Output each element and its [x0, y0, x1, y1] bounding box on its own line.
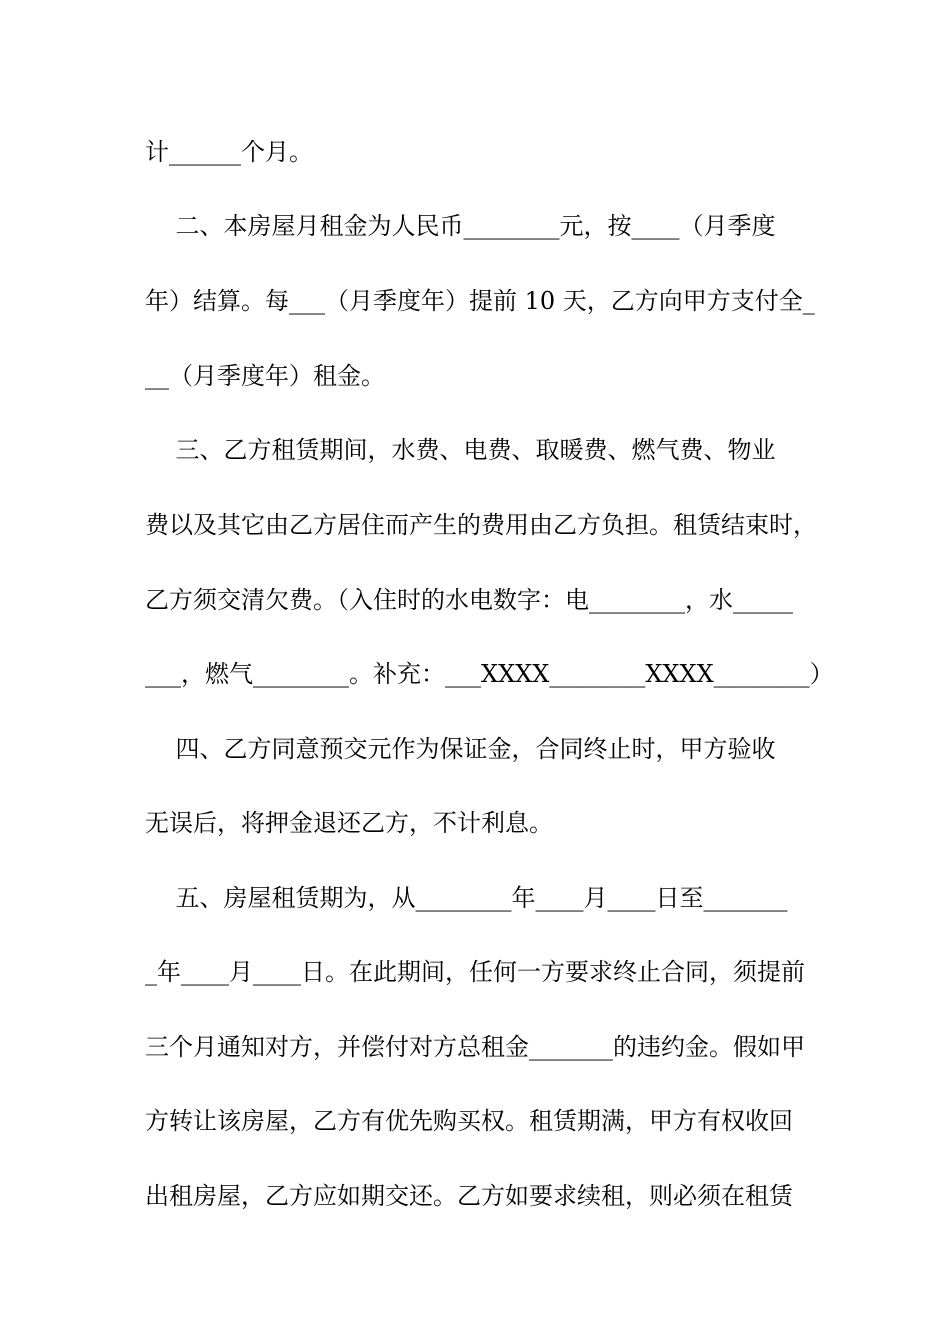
- text-line: _年____月____日。在此期间，任何一方要求终止合同，须提前: [145, 958, 805, 986]
- text-line: 无误后，将押金退还乙方，不计利息。: [145, 809, 553, 837]
- text-line: 计______个月。: [145, 138, 313, 166]
- text-line: 二、本房屋月租金为人民币________元，按____（月季度: [145, 212, 776, 240]
- text-line: 费以及其它由乙方居住而产生的费用由乙方负担。租赁结束时，: [145, 511, 817, 539]
- text-line: 五、房屋租赁期为，从________年____月____日至_______: [145, 884, 788, 912]
- text-line: 三、乙方租赁期间，水费、电费、取暖费、燃气费、物业: [145, 436, 776, 464]
- text-line: 出租房屋，乙方应如期交还。乙方如要求续租，则必须在租赁: [145, 1182, 793, 1210]
- text-line: ___，燃气________。补充：___XXXX________XXXX________）: [145, 660, 834, 688]
- text-line: 年）结算。每___（月季度年）提前 10 天，乙方向甲方支付全_: [145, 287, 815, 315]
- text-line: 方转让该房屋，乙方有优先购买权。租赁期满，甲方有权收回: [145, 1107, 793, 1135]
- text-line: 乙方须交清欠费。（入住时的水电数字：电________，水_____: [145, 586, 793, 614]
- text-line: 三个月通知对方，并偿付对方总租金_______的违约金。假如甲: [145, 1033, 805, 1061]
- text-line: __（月季度年）租金。: [145, 362, 385, 390]
- text-line: 四、乙方同意预交元作为保证金，合同终止时，甲方验收: [145, 735, 776, 763]
